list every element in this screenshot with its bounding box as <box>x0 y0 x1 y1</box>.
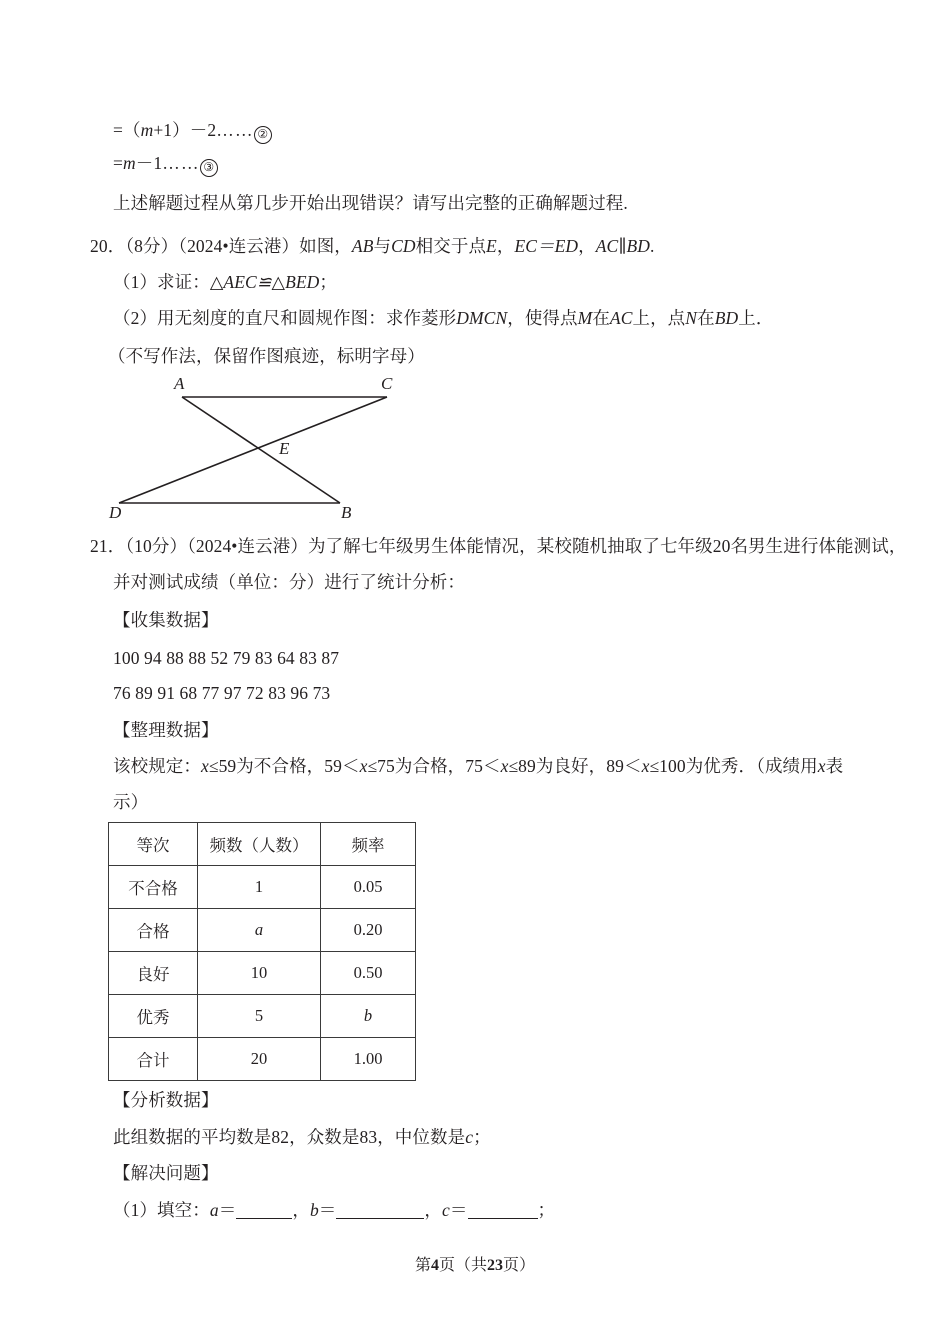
problem-20-score: （8分） <box>125 236 179 256</box>
geometry-figure-svg <box>95 375 435 525</box>
problem-20-number: 20． <box>90 236 126 256</box>
table-row <box>109 909 416 952</box>
problem-21-score: （10分） <box>125 536 188 556</box>
step-2-leader-dots: …… <box>216 120 254 140</box>
rhombus-dmcn: DMCN <box>456 308 508 328</box>
step-3-number-circle: ③ <box>200 159 218 177</box>
problem-20-part-1-suffix: ； <box>319 272 338 292</box>
table-cell-rate: b <box>321 995 416 1038</box>
problem-20-stem <box>90 238 655 256</box>
section-analyze-data: 【分析数据】 <box>113 1090 219 1110</box>
problem-20-stem-d: ， <box>496 236 515 256</box>
problem-20-part-2-c: 在 <box>592 308 610 328</box>
problem-20-part-2-d: 上，点 <box>632 308 686 328</box>
table-cell-frequency: 5 <box>198 995 321 1038</box>
point-m: M <box>577 308 593 328</box>
table-row <box>109 1038 416 1081</box>
grading-rule-line-1 <box>113 758 843 776</box>
problem-20-part-2 <box>113 310 773 328</box>
problem-21-stem-line-2: 并对测试成绩（单位：分）进行了统计分析： <box>113 572 465 592</box>
problem-20-stem-e: ， <box>578 236 596 256</box>
problem-20-source: （2024•连云港） <box>178 236 300 256</box>
equation-ec-ed: EC＝ED <box>514 236 579 256</box>
section-organize-data: 【整理数据】 <box>113 720 219 740</box>
step-2-rhs: +1）－2 <box>153 120 217 140</box>
separator-2: ， <box>424 1200 443 1220</box>
table-cell-rate: 1.00 <box>321 1038 416 1081</box>
vertex-label-d: D <box>109 503 122 522</box>
problem-20-part-2-e: 在 <box>697 308 715 328</box>
answer-blank-b[interactable] <box>336 1205 424 1219</box>
problem-20-part-1-prefix: （1）求证： <box>113 272 210 292</box>
parallel-ac-bd: AC∥BD <box>595 236 651 256</box>
problem-21-source: （2024•连云港） <box>187 536 308 556</box>
table-cell-rate: 0.50 <box>321 952 416 995</box>
table-header-row <box>109 823 416 866</box>
footer-page-number: 4 <box>430 1257 439 1274</box>
step-3-variable: m <box>122 153 136 173</box>
answer-blank-c[interactable] <box>468 1205 538 1219</box>
variable-b: b <box>309 1200 319 1220</box>
table-cell-grade: 合格 <box>109 909 198 952</box>
problem-20-part-2-b: ，使得点 <box>507 308 578 328</box>
table-cell-rate: 0.05 <box>321 866 416 909</box>
vertex-label-c: C <box>381 374 393 393</box>
problem-21-question-1 <box>113 1202 555 1220</box>
problem-19-question: 上述解题过程从第几步开始出现错误？请写出完整的正确解题过程. <box>113 193 628 213</box>
variable-x-4: x <box>641 756 650 776</box>
point-e: E <box>486 236 497 256</box>
question-1-prefix: （1）填空： <box>113 1200 210 1220</box>
equals-3: ＝ <box>449 1200 468 1220</box>
vertex-label-e: E <box>279 439 290 458</box>
variable-x-2: x <box>359 756 368 776</box>
vertex-label-b: B <box>341 503 352 522</box>
vertex-label-a: A <box>174 374 185 393</box>
table-cell-grade: 良好 <box>109 952 198 995</box>
step-3-leader-dots: …… <box>162 153 200 173</box>
grading-rule-line-2: 示） <box>113 792 149 812</box>
step-2-equation <box>113 122 272 144</box>
table-cell-frequency: 10 <box>198 952 321 995</box>
section-collect-data: 【收集数据】 <box>113 610 219 630</box>
problem-20-stem-c: 相交于点 <box>415 236 487 256</box>
step-3-rhs: －1 <box>135 153 163 173</box>
step-3-lhs: = <box>113 153 123 173</box>
segment-ab: AB <box>351 236 374 256</box>
table-row <box>109 995 416 1038</box>
segment-ac: AC <box>609 308 633 328</box>
problem-21-number: 21． <box>90 536 126 556</box>
problem-21-stem-text-1: 为了解七年级男生体能情况，某校随机抽取了七年级20名男生进行体能测试， <box>307 536 907 556</box>
segment-bd: BD <box>714 308 739 328</box>
step-2-variable: m <box>140 120 154 140</box>
variable-a: a <box>209 1200 219 1220</box>
segment-cd: CD <box>391 236 416 256</box>
problem-20-part-2-f: 上． <box>738 308 774 328</box>
footer-prefix: 第 <box>414 1257 431 1274</box>
data-row-1: 100 94 88 88 52 79 83 64 83 87 <box>113 648 340 668</box>
grading-rule-g: ≤89为良好，89＜ <box>508 756 642 776</box>
analysis-text: 此组数据的平均数是82，众数是83，中位数是 <box>113 1127 466 1147</box>
table-cell-grade: 优秀 <box>109 995 198 1038</box>
table-header-rate: 频率 <box>321 823 416 866</box>
table-row <box>109 952 416 995</box>
step-2-number-circle: ② <box>254 126 272 144</box>
table-cell-grade: 合计 <box>109 1038 198 1081</box>
grading-rule-a: 该校规定： <box>113 756 201 776</box>
data-row-2: 76 89 91 68 77 97 72 83 96 73 <box>113 683 331 703</box>
problem-21-stem-line-1 <box>90 538 906 556</box>
equals-1: ＝ <box>218 1200 237 1220</box>
step-2-lhs: =（ <box>113 120 141 140</box>
grading-rule-k: 表 <box>825 756 844 776</box>
grading-rule-c: ≤59为不合格，59＜ <box>208 756 360 776</box>
line-ab <box>182 397 340 503</box>
footer-suffix: 页） <box>503 1257 536 1274</box>
table-cell-frequency: 20 <box>198 1038 321 1081</box>
table-cell-frequency: 1 <box>198 866 321 909</box>
table-cell-frequency: a <box>198 909 321 952</box>
equals-2: ＝ <box>318 1200 337 1220</box>
problem-20-part-3: （不写作法，保留作图痕迹，标明字母） <box>108 346 425 366</box>
problem-20-part-2-a: （2）用无刻度的直尺和圆规作图：求作菱形 <box>113 308 457 328</box>
point-n: N <box>685 308 698 328</box>
geometry-figure <box>95 375 435 525</box>
table-cell-grade: 不合格 <box>109 866 198 909</box>
table-cell-rate: 0.20 <box>321 909 416 952</box>
separator-1: ， <box>292 1200 310 1220</box>
variable-x-5: x <box>817 756 826 776</box>
table-header-frequency: 频数（人数） <box>198 823 321 866</box>
problem-20-stem-a: 如图， <box>299 236 352 256</box>
grading-rule-e: ≤75为合格，75＜ <box>367 756 501 776</box>
problem-20-part-1 <box>113 274 337 292</box>
page-footer <box>0 1252 950 1275</box>
frequency-table <box>108 822 416 1081</box>
analysis-suffix: ； <box>473 1127 491 1147</box>
variable-x-3: x <box>500 756 509 776</box>
section-solve-problem: 【解决问题】 <box>113 1163 219 1183</box>
problem-20-stem-b: 与 <box>373 236 392 256</box>
line-dc <box>119 397 387 503</box>
footer-middle: 页（共 <box>438 1257 487 1274</box>
table-row <box>109 866 416 909</box>
grading-rule-i: ≤100为优秀．（成绩用 <box>649 756 818 776</box>
variable-x-1: x <box>201 756 209 776</box>
answer-blank-a[interactable] <box>236 1205 292 1219</box>
variable-c: c <box>465 1127 474 1147</box>
footer-total-pages: 23 <box>487 1257 503 1274</box>
analysis-statement <box>113 1129 491 1147</box>
question-1-end: ； <box>537 1200 556 1220</box>
congruence-expression: △AEC≌△BED <box>209 272 320 292</box>
step-3-equation <box>113 155 218 177</box>
table-header-grade: 等次 <box>109 823 198 866</box>
variable-c-blank: c <box>442 1200 450 1220</box>
problem-20-stem-f: . <box>650 236 655 256</box>
